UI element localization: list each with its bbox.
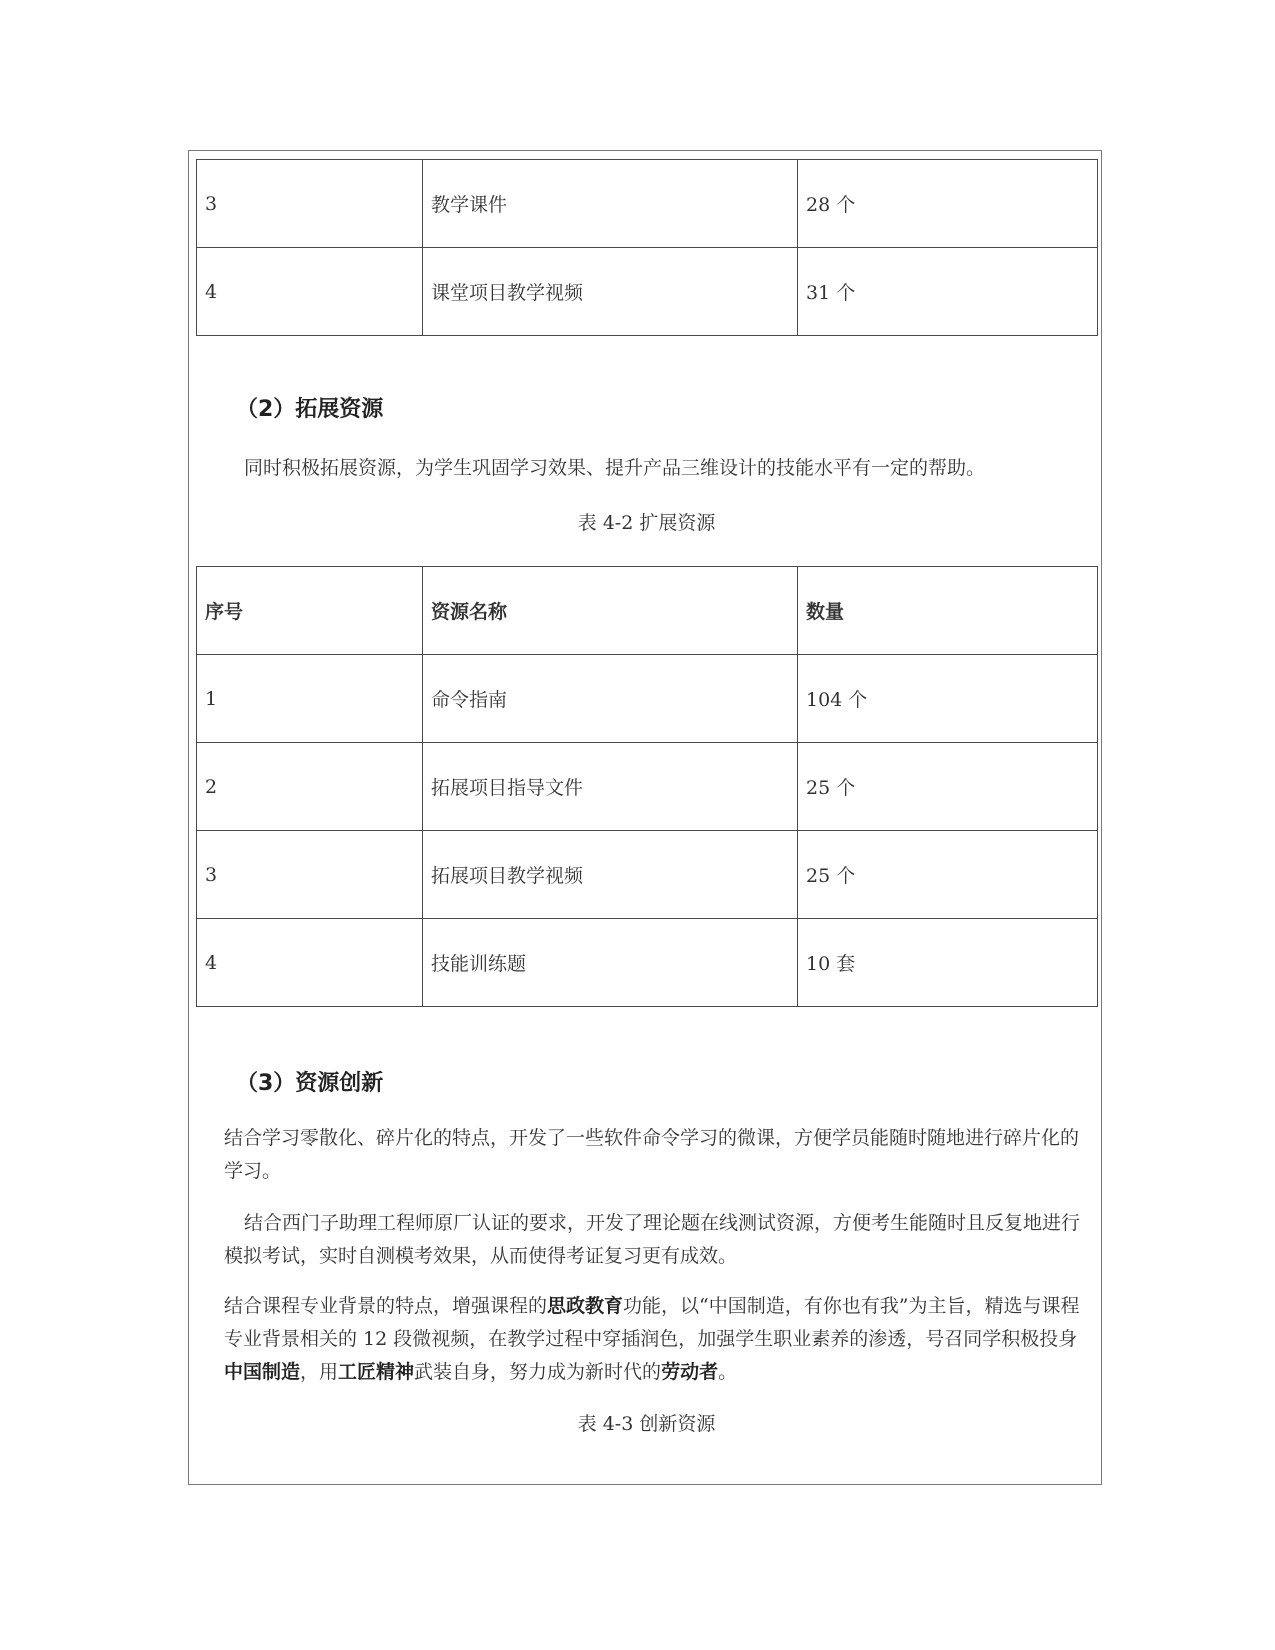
text-run: 功能，以“中国制造，有你也有我”为主旨，精选与课程专业背景相关的 12 段微视频，在教学过程中穿插润色，加强学生职业素养的渗透，号召同学积极投身 <box>224 1295 1080 1350</box>
cell-name: 教学课件 <box>423 160 798 248</box>
section-heading-innovation: （3）资源创新 <box>236 1071 384 1096</box>
cell-name: 拓展项目教学视频 <box>423 831 798 919</box>
table-header-row <box>197 567 1098 655</box>
cell-qty: 31 个 <box>798 248 1098 336</box>
header-qty: 数量 <box>798 567 1098 655</box>
extension-resources-table <box>196 566 1098 1007</box>
table-row <box>197 248 1098 336</box>
cell-qty: 28 个 <box>798 160 1098 248</box>
bold-term: 工匠精神 <box>338 1361 415 1383</box>
cell-no: 4 <box>197 248 423 336</box>
cell-qty: 25 个 <box>798 743 1098 831</box>
cell-name: 拓展项目指导文件 <box>423 743 798 831</box>
text-run: 。 <box>718 1361 738 1383</box>
table-row <box>197 831 1098 919</box>
cell-qty: 25 个 <box>798 831 1098 919</box>
bold-term: 劳动者 <box>661 1361 719 1383</box>
text-run: 结合课程专业背景的特点，增强课程的 <box>224 1295 548 1317</box>
bold-term: 思政教育 <box>547 1295 624 1317</box>
header-no: 序号 <box>197 567 423 655</box>
text-run: 武装自身，努力成为新时代的 <box>414 1361 662 1383</box>
cell-qty: 10 套 <box>798 919 1098 1007</box>
text-run: ，用 <box>300 1361 339 1383</box>
header-name: 资源名称 <box>423 567 798 655</box>
cell-no: 4 <box>197 919 423 1007</box>
section-intro: 同时积极拓展资源，为学生巩固学习效果、提升产品三维设计的技能水平有一定的帮助。 <box>244 457 986 479</box>
paragraph-microlessons: 结合学习零散化、碎片化的特点，开发了一些软件命令学习的微课，方便学员能随时随地进行碎片化的学习。 <box>224 1127 1080 1182</box>
table-caption: 表 4-2 扩展资源 <box>577 512 716 534</box>
cell-no: 1 <box>197 655 423 743</box>
cell-no: 3 <box>197 831 423 919</box>
resource-table-continued <box>196 159 1098 336</box>
table-row <box>197 655 1098 743</box>
section-heading-extension: （2）拓展资源 <box>236 397 384 422</box>
cell-name: 技能训练题 <box>423 919 798 1007</box>
table-caption: 表 4-3 创新资源 <box>577 1413 716 1435</box>
cell-no: 3 <box>197 160 423 248</box>
table-row <box>197 919 1098 1007</box>
cell-qty: 104 个 <box>798 655 1098 743</box>
table-row <box>197 160 1098 248</box>
table-row <box>197 743 1098 831</box>
bold-term: 中国制造 <box>224 1361 301 1383</box>
cell-name: 课堂项目教学视频 <box>423 248 798 336</box>
cell-no: 2 <box>197 743 423 831</box>
paragraph-certification: 结合西门子助理工程师原厂认证的要求，开发了理论题在线测试资源，方便考生能随时且反复地进行模拟考试，实时自测模考效果，从而使得考证复习更有成效。 <box>224 1212 1081 1267</box>
cell-name: 命令指南 <box>423 655 798 743</box>
paragraph-ideology <box>224 1290 1086 1389</box>
